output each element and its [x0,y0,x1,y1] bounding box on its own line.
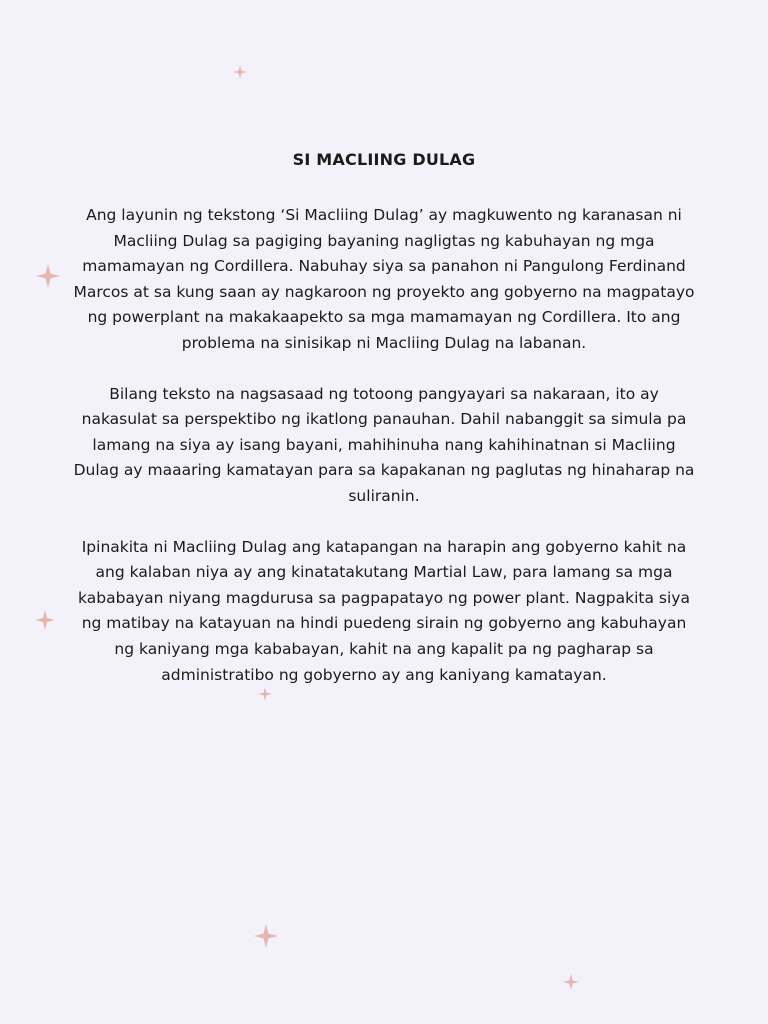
sparkle-icon [563,972,579,992]
document-title: SI MACLIING DULAG [292,150,476,169]
sparkle-icon [35,608,55,632]
sparkle-icon [254,921,278,951]
document-body [70,203,698,713]
paragraph-2: Bilang teksto na nagsasaad ng totoong pangyayari sa nakaraan, ito ay nakasulat sa perspektibo ng ikatlong panauhan. Dahil nabanggit sa simula pa lamang na siya ay isang bayani, mahihinuha nang kahihinatnan si Macliing Dulag ay maaaring kamatayan para sa kapakanan ng paglutas ng hinaharap na suliranin. [73,384,695,505]
sparkle-icon [36,261,60,291]
sparkle-icon [233,64,247,80]
paragraph-3: Ipinakita ni Macliing Dulag ang katapangan na harapin ang gobyerno kahit na ang kalaban niya ay ang kinatatakutang Martial Law, para lamang sa mga kababayan niyang magdurusa sa pagpapatayo ng power plant. Nagpakita siya ng matibay na katayuan na hindi puedeng sirain ng gobyerno ang kabuhayan ng kaniyang mga kababayan, kahit na ang kapalit pa ng pagharap sa administratibo ng gobyerno ay ang kaniyang kamatayan. [78,537,690,684]
paragraph-1: Ang layunin ng tekstong ‘Si Macliing Dulag’ ay magkuwento ng karanasan ni Macliing Dulag sa pagiging bayaning nagligtas ng kabuhayan ng mga mamamayan ng Cordillera. Nabuhay siya sa panahon ni Pangulong Ferdinand Marcos at sa kung saan ay nagkaroon ng proyekto ang gobyerno na magpatayo ng powerplant na makakaapekto sa mga mamamayan ng Cordillera. Ito ang problema na sinisikap ni Macliing Dulag na labanan. [73,206,695,352]
